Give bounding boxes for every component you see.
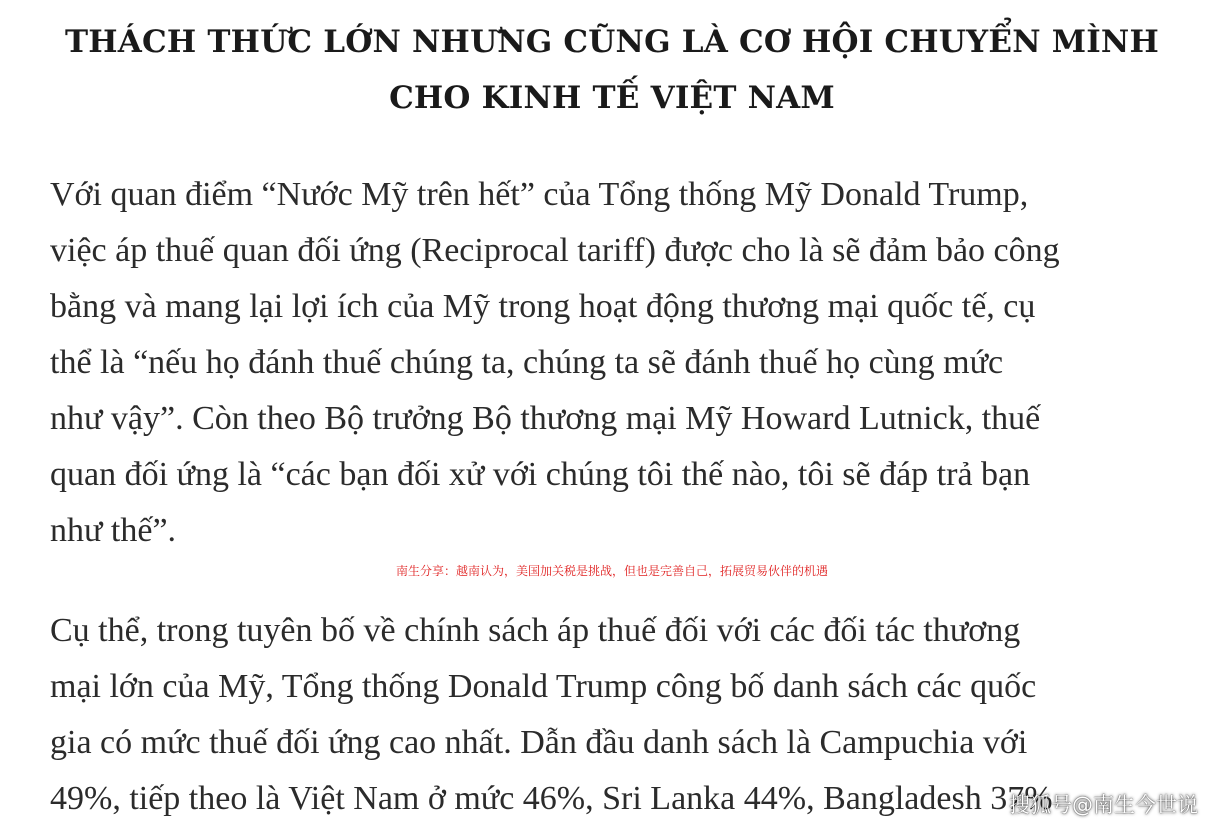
- paragraph-1: [50, 167, 1190, 559]
- title-line: CHO KINH TẾ VIỆT NAM: [389, 80, 835, 116]
- paragraph-line: thể là “nếu họ đánh thuế chúng ta, chúng ta sẽ đánh thuế họ cùng mức: [50, 344, 1004, 381]
- source-watermark: 搜狐号@南生今世说: [1009, 793, 1198, 817]
- paragraph-line: gia có mức thuế đối ứng cao nhất. Dẫn đầu danh sách là Campuchia với: [50, 724, 1028, 761]
- paragraph-line: bằng và mang lại lợi ích của Mỹ trong hoạt động thương mại quốc tế, cụ: [50, 288, 1036, 325]
- paragraph-line: việc áp thuế quan đối ứng (Reciprocal tariff) được cho là sẽ đảm bảo công: [50, 232, 1060, 269]
- paragraph-line: Với quan điểm “Nước Mỹ trên hết” của Tổng thống Mỹ Donald Trump,: [50, 176, 1029, 213]
- paragraph-line: như vậy”. Còn theo Bộ trưởng Bộ thương mại Mỹ Howard Lutnick, thuế: [50, 400, 1041, 437]
- title-line: THÁCH THỨC LỚN NHƯNG CŨNG LÀ CƠ HỘI CHUYỂN MÌNH: [65, 24, 1159, 60]
- paragraph-line: mại lớn của Mỹ, Tổng thống Donald Trump công bố danh sách các quốc: [50, 668, 1037, 705]
- red-caption: 南生分享：越南认为，美国加关税是挑战，但也是完善自己，拓展贸易伙伴的机遇: [395, 564, 828, 578]
- paragraph-line: như thế”.: [50, 512, 177, 549]
- paragraph-line: Cụ thể, trong tuyên bố về chính sách áp thuế đối với các đối tác thương: [50, 612, 1021, 649]
- paragraph-line: 49%, tiếp theo là Việt Nam ở mức 46%, Sri Lanka 44%, Bangladesh 37%: [50, 780, 1053, 817]
- paragraph-line: quan đối ứng là “các bạn đối xử với chúng tôi thế nào, tôi sẽ đáp trả bạn: [50, 456, 1031, 493]
- article-title: [0, 14, 1224, 126]
